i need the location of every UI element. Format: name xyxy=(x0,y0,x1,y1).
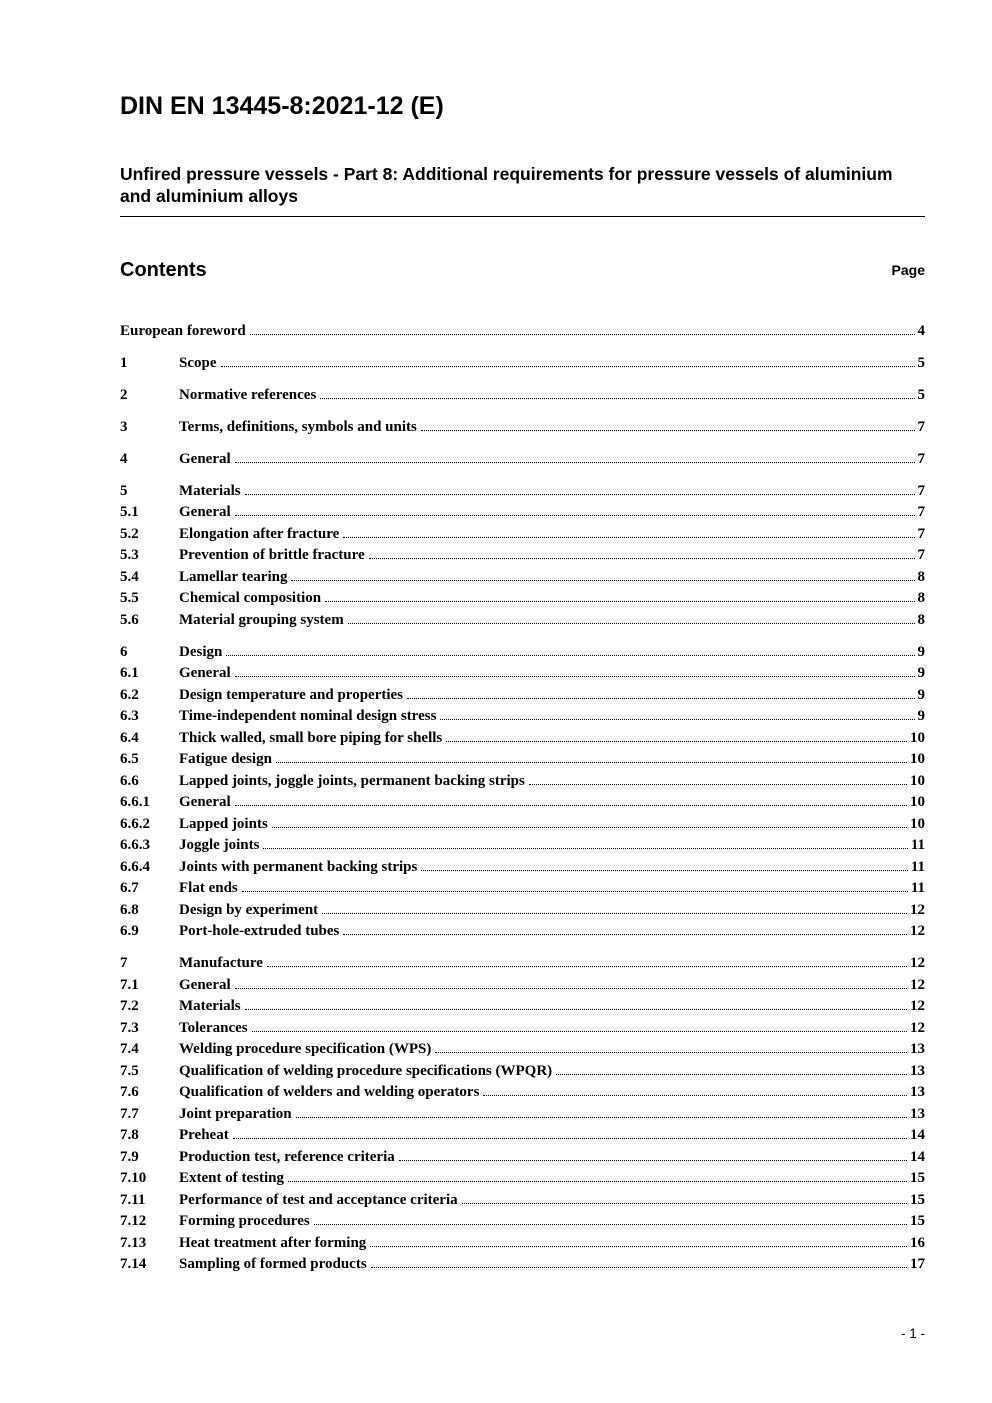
toc-entry-number: 6.8 xyxy=(120,901,139,918)
toc-entry-number: 7.13 xyxy=(120,1234,147,1251)
toc-entry xyxy=(120,1018,925,1040)
toc-dot-leader xyxy=(221,366,915,367)
toc-dot-leader xyxy=(483,1095,907,1096)
toc-entry xyxy=(120,1211,925,1233)
toc-entry-number: 7.8 xyxy=(120,1127,139,1143)
toc-entry-page: 7 xyxy=(917,418,925,435)
toc-entry xyxy=(120,921,925,943)
toc-entry xyxy=(120,728,925,750)
toc-entry-page: 12 xyxy=(910,955,925,971)
toc-entry-number: 6.9 xyxy=(120,923,139,939)
document-title: DIN EN 13445-8:2021-12 (E) xyxy=(120,92,444,120)
toc-entry-page: 10 xyxy=(910,729,925,746)
toc-dot-leader xyxy=(371,1267,907,1268)
toc-entry-label: Heat treatment after forming xyxy=(179,1234,367,1251)
toc-entry-label: Manufacture xyxy=(179,955,263,971)
toc-entry-number: 6.7 xyxy=(120,880,139,896)
toc-entry-number: 3 xyxy=(120,418,128,435)
toc-entry xyxy=(120,900,925,922)
toc-entry xyxy=(120,1190,925,1212)
toc-entry-number: 7.11 xyxy=(120,1191,146,1208)
toc-dot-leader xyxy=(343,934,907,935)
toc-dot-leader xyxy=(235,515,915,516)
toc-entry-number: 7.10 xyxy=(120,1170,147,1186)
toc-dot-leader xyxy=(369,558,915,559)
toc-entry-number: 7.2 xyxy=(120,998,139,1014)
toc-entry-label: General xyxy=(179,976,231,993)
page-column-label: Page xyxy=(891,261,925,278)
toc-entry-number: 6.3 xyxy=(120,708,139,724)
toc-entry-page: 9 xyxy=(917,643,925,660)
toc-dot-leader xyxy=(242,891,908,892)
toc-entry xyxy=(120,353,925,375)
toc-entry-page: 13 xyxy=(910,1062,925,1079)
toc-entry-number: 1 xyxy=(120,354,128,371)
toc-entry-number: 5 xyxy=(120,482,128,499)
toc-entry-label: Welding procedure specification (WPS) xyxy=(179,1041,432,1057)
toc-entry xyxy=(120,1061,925,1083)
toc-dot-leader xyxy=(446,741,907,742)
toc-dot-leader xyxy=(291,580,914,581)
toc-dot-leader xyxy=(267,966,907,967)
toc-entry-label: Lapped joints, joggle joints, permanent backing strips xyxy=(179,772,525,789)
toc-dot-leader xyxy=(325,601,914,602)
toc-entry-page: 15 xyxy=(910,1170,925,1186)
toc-entry xyxy=(120,685,925,707)
toc-entry-number: 7.4 xyxy=(120,1041,139,1057)
toc-entry xyxy=(120,417,925,439)
toc-entry-label: Time-independent nominal design stress xyxy=(179,708,437,724)
toc-entry-number: 7.3 xyxy=(120,1019,139,1036)
toc-entry-number: 6.6.3 xyxy=(120,837,150,853)
toc-entry-number: 5.6 xyxy=(120,611,139,628)
toc-entry-label: General xyxy=(179,665,231,681)
toc-dot-leader xyxy=(288,1181,907,1182)
toc-group xyxy=(120,385,925,407)
toc-entry-label: Preheat xyxy=(179,1127,229,1143)
toc-entry xyxy=(120,1125,925,1147)
toc-entry-label: Lamellar tearing xyxy=(179,568,288,585)
toc-entry-number: 6 xyxy=(120,643,128,660)
toc-entry-label: Performance of test and acceptance criteria xyxy=(179,1191,458,1208)
toc-entry-page: 4 xyxy=(917,322,925,339)
toc-entry-label: European foreword xyxy=(120,322,246,339)
toc-entry-page: 13 xyxy=(910,1084,925,1100)
toc-entry-label: Fatigue design xyxy=(179,751,272,767)
toc-entry-label: Chemical composition xyxy=(179,590,322,606)
toc-entry-page: 10 xyxy=(910,772,925,789)
toc-entry-number: 5.3 xyxy=(120,547,139,563)
toc-entry-page: 16 xyxy=(910,1234,925,1251)
toc-entry-label: Joint preparation xyxy=(179,1105,292,1122)
toc-entry xyxy=(120,524,925,546)
toc-dot-leader xyxy=(252,1031,907,1032)
toc-entry xyxy=(120,1147,925,1169)
toc-entry-page: 9 xyxy=(917,686,925,703)
toc-entry-number: 7 xyxy=(120,955,128,971)
toc-entry-number: 6.5 xyxy=(120,751,139,767)
toc-entry xyxy=(120,610,925,632)
toc-entry-label: Joggle joints xyxy=(179,837,260,853)
toc-dot-leader xyxy=(399,1160,907,1161)
toc-entry xyxy=(120,706,925,728)
toc-dot-leader xyxy=(421,430,915,431)
toc-entry-label: Qualification of welding procedure specifications (WPQR) xyxy=(179,1062,553,1079)
toc-dot-leader xyxy=(233,1138,907,1139)
page-number-footer: - 1 - xyxy=(900,1326,925,1341)
toc-entry-number: 6.1 xyxy=(120,665,139,681)
toc-entry xyxy=(120,975,925,997)
toc-entry-label: Material grouping system xyxy=(179,611,344,628)
toc-entry-label: Materials xyxy=(179,998,241,1014)
toc-entry-number: 5.4 xyxy=(120,568,139,585)
toc-entry-page: 10 xyxy=(910,751,925,767)
toc-entry-number: 7.7 xyxy=(120,1105,139,1122)
toc-entry-page: 12 xyxy=(910,998,925,1014)
toc-entry-label: Tolerances xyxy=(179,1019,248,1036)
toc-entry-page: 7 xyxy=(917,450,925,467)
toc-entry xyxy=(120,749,925,771)
toc-group xyxy=(120,642,925,943)
toc-entry-page: 15 xyxy=(910,1191,925,1208)
table-of-contents xyxy=(120,321,925,1276)
toc-entry-label: Design temperature and properties xyxy=(179,686,404,703)
toc-entry-page: 12 xyxy=(910,923,925,939)
toc-entry-page: 11 xyxy=(910,837,925,853)
toc-entry xyxy=(120,1104,925,1126)
toc-entry-label: Production test, reference criteria xyxy=(179,1148,395,1165)
toc-entry-label: Prevention of brittle fracture xyxy=(179,547,365,563)
toc-entry-number: 5.5 xyxy=(120,590,139,606)
toc-entry xyxy=(120,1254,925,1276)
toc-entry xyxy=(120,835,925,857)
contents-heading: Contents xyxy=(120,258,207,281)
toc-entry-number: 6.6 xyxy=(120,772,139,789)
toc-entry-page: 8 xyxy=(917,590,925,606)
toc-entry-number: 7.12 xyxy=(120,1213,147,1229)
toc-entry xyxy=(120,1039,925,1061)
toc-entry xyxy=(120,567,925,589)
toc-entry-label: General xyxy=(179,504,231,520)
toc-entry-page: 11 xyxy=(910,880,925,896)
toc-entry-page: 17 xyxy=(910,1256,925,1272)
toc-dot-leader xyxy=(370,1246,907,1247)
toc-dot-leader xyxy=(235,805,907,806)
document-subtitle: Unfired pressure vessels - Part 8: Additional requirements for pressure vessels of aluminium and aluminium alloys xyxy=(120,164,925,217)
toc-dot-leader xyxy=(272,827,907,828)
toc-entry-label: General xyxy=(179,450,231,467)
toc-entry-number: 7.14 xyxy=(120,1256,147,1272)
toc-entry xyxy=(120,545,925,567)
toc-entry-page: 9 xyxy=(917,708,925,724)
toc-dot-leader xyxy=(276,762,907,763)
toc-entry-label: Normative references xyxy=(179,386,317,403)
toc-entry-label: Scope xyxy=(179,354,217,371)
toc-entry-number: 6.4 xyxy=(120,729,139,746)
toc-entry-page: 7 xyxy=(917,525,925,542)
toc-entry xyxy=(120,321,925,343)
toc-entry-label: Flat ends xyxy=(179,880,238,896)
toc-entry-page: 10 xyxy=(910,794,925,810)
toc-entry-page: 8 xyxy=(917,568,925,585)
toc-entry-number: 4 xyxy=(120,450,128,467)
toc-entry-page: 13 xyxy=(910,1105,925,1122)
contents-header-row xyxy=(120,259,925,281)
toc-dot-leader xyxy=(245,494,915,495)
toc-dot-leader xyxy=(320,398,914,399)
toc-dot-leader xyxy=(235,462,915,463)
toc-dot-leader xyxy=(407,698,914,699)
toc-entry-label: Lapped joints xyxy=(179,815,268,832)
toc-dot-leader xyxy=(440,719,914,720)
toc-entry-number: 7.6 xyxy=(120,1084,139,1100)
toc-dot-leader xyxy=(529,784,907,785)
toc-entry-label: Materials xyxy=(179,482,241,499)
toc-entry xyxy=(120,792,925,814)
toc-entry xyxy=(120,814,925,836)
toc-entry-number: 6.6.1 xyxy=(120,794,150,810)
toc-dot-leader xyxy=(322,913,907,914)
toc-entry-label: Forming procedures xyxy=(179,1213,310,1229)
toc-dot-leader xyxy=(435,1052,907,1053)
toc-entry-label: Extent of testing xyxy=(179,1170,284,1186)
toc-entry xyxy=(120,588,925,610)
toc-entry-number: 7.9 xyxy=(120,1148,139,1165)
toc-entry-page: 11 xyxy=(910,858,925,875)
toc-entry-page: 7 xyxy=(917,482,925,499)
toc-entry-page: 8 xyxy=(917,611,925,628)
toc-entry xyxy=(120,642,925,664)
toc-group xyxy=(120,353,925,375)
toc-entry-page: 13 xyxy=(910,1041,925,1057)
toc-entry-page: 15 xyxy=(910,1213,925,1229)
toc-dot-leader xyxy=(245,1009,907,1010)
toc-dot-leader xyxy=(263,848,907,849)
toc-entry xyxy=(120,663,925,685)
toc-entry xyxy=(120,996,925,1018)
toc-entry-number: 6.2 xyxy=(120,686,139,703)
toc-entry xyxy=(120,878,925,900)
toc-group xyxy=(120,417,925,439)
toc-dot-leader xyxy=(226,655,914,656)
toc-dot-leader xyxy=(462,1203,907,1204)
toc-entry-page: 5 xyxy=(917,354,925,371)
toc-entry xyxy=(120,449,925,471)
toc-entry-label: Design by experiment xyxy=(179,901,319,918)
toc-dot-leader xyxy=(235,676,915,677)
toc-dot-leader xyxy=(250,334,915,335)
toc-entry-page: 12 xyxy=(910,976,925,993)
toc-entry xyxy=(120,1168,925,1190)
toc-entry xyxy=(120,1233,925,1255)
toc-dot-leader xyxy=(556,1074,907,1075)
toc-entry-page: 7 xyxy=(917,547,925,563)
toc-dot-leader xyxy=(421,870,907,871)
toc-entry xyxy=(120,771,925,793)
toc-dot-leader xyxy=(314,1224,907,1225)
toc-entry-number: 7.5 xyxy=(120,1062,139,1079)
toc-dot-leader xyxy=(235,988,907,989)
toc-entry-label: Sampling of formed products xyxy=(179,1256,367,1272)
toc-entry-page: 14 xyxy=(910,1148,925,1165)
toc-dot-leader xyxy=(343,537,914,538)
toc-entry xyxy=(120,953,925,975)
toc-entry xyxy=(120,481,925,503)
toc-entry xyxy=(120,502,925,524)
toc-entry-label: Design xyxy=(179,643,223,660)
toc-group xyxy=(120,449,925,471)
toc-entry xyxy=(120,857,925,879)
toc-group xyxy=(120,953,925,1276)
toc-dot-leader xyxy=(348,623,915,624)
toc-entry-page: 5 xyxy=(917,386,925,403)
toc-entry-label: Port-hole-extruded tubes xyxy=(179,923,340,939)
toc-entry-number: 5.1 xyxy=(120,504,139,520)
toc-entry-number: 2 xyxy=(120,386,128,403)
toc-entry-number: 6.6.2 xyxy=(120,815,150,832)
toc-entry-page: 12 xyxy=(910,1019,925,1036)
toc-dot-leader xyxy=(296,1117,907,1118)
toc-entry xyxy=(120,1082,925,1104)
toc-entry-label: Thick walled, small bore piping for shells xyxy=(179,729,443,746)
page-content xyxy=(120,0,925,1276)
toc-entry-page: 7 xyxy=(917,504,925,520)
toc-entry-label: Terms, definitions, symbols and units xyxy=(179,418,417,435)
toc-entry-page: 12 xyxy=(910,901,925,918)
toc-group xyxy=(120,321,925,343)
toc-entry-label: Qualification of welders and welding operators xyxy=(179,1084,480,1100)
toc-entry xyxy=(120,385,925,407)
toc-entry-page: 14 xyxy=(910,1127,925,1143)
toc-entry-number: 5.2 xyxy=(120,525,139,542)
toc-entry-label: Joints with permanent backing strips xyxy=(179,858,418,875)
toc-entry-label: Elongation after fracture xyxy=(179,525,340,542)
toc-entry-number: 7.1 xyxy=(120,976,139,993)
toc-entry-page: 9 xyxy=(917,665,925,681)
toc-entry-page: 10 xyxy=(910,815,925,832)
toc-group xyxy=(120,481,925,632)
toc-entry-number: 6.6.4 xyxy=(120,858,150,875)
toc-entry-label: General xyxy=(179,794,231,810)
